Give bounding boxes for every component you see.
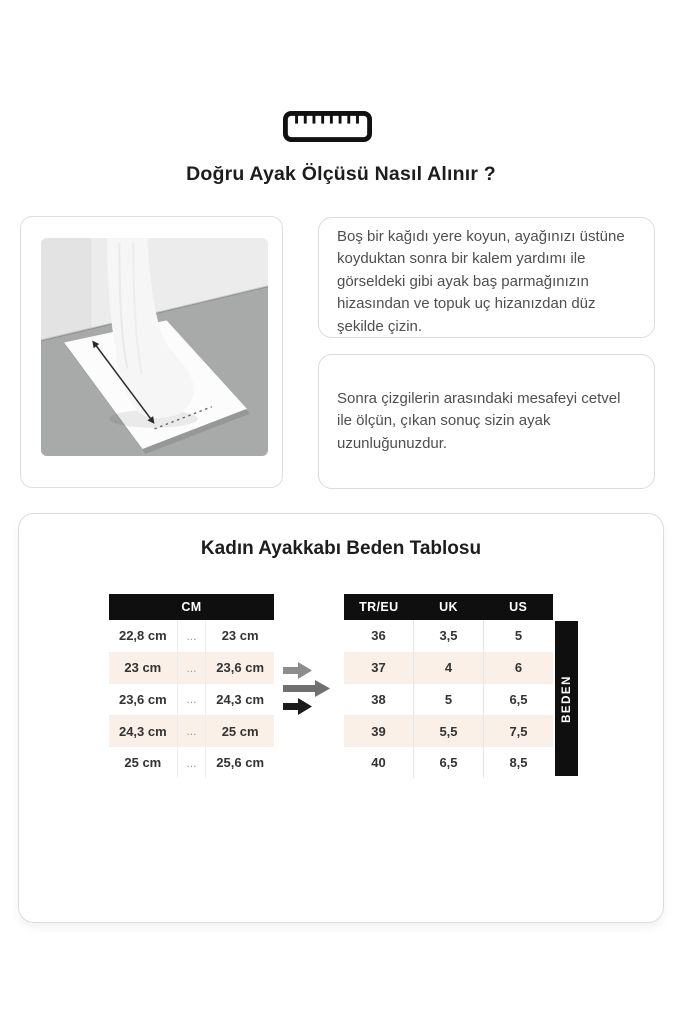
cm-to: 24,3 cm [216,691,264,707]
cm-from: 23 cm [124,660,162,676]
uk-cell: 5,5 [413,716,483,747]
conversion-arrows-icon [283,661,333,719]
table-row [109,652,274,684]
cm-from: 24,3 cm [118,723,167,739]
uk-cell: 3,5 [413,620,483,652]
instruction-step-1 [318,217,655,338]
cm-table-header: CM [109,594,274,620]
tr-eu-cell: 38 [371,691,386,707]
table-row [344,620,553,652]
table-row [344,652,553,684]
cm-table [109,594,274,778]
table-row [344,683,553,715]
cm-to: 25,6 cm [216,755,264,771]
instruction-step-1-text: Boş bir kağıdı yere koyun, ayağınızı üstüne koyduktan sonra bir kalem yardımı ile görseldeki gibi ayak baş parmağınızın hizasından ve topuk uç hizanızdan düz şekilde çizin. [337,228,625,335]
table-row [109,620,274,652]
tr-eu-cell: 37 [371,660,386,676]
beden-side-label-text: BEDEN [560,674,573,723]
cm-table-body [109,620,274,778]
size-table-header-row [344,594,553,620]
range-dots: ... [177,716,207,747]
cm-from: 23,6 cm [118,691,167,707]
tr-eu-cell: 36 [371,628,386,644]
uk-cell: 4 [413,653,483,684]
ruler-icon [283,111,372,142]
us-cell: 6,5 [483,684,553,715]
cm-to: 25 cm [221,723,259,739]
range-dots: ... [177,747,207,778]
size-table-body [344,620,553,778]
beden-side-label [555,621,578,776]
cm-to: 23 cm [221,628,259,644]
table-row [344,715,553,747]
tr-eu-cell: 40 [371,755,386,771]
instruction-step-2-text: Sonra çizgilerin arasındaki mesafeyi cetvel ile ölçün, çıkan sonuç sizin ayak uzunluğunuzdur. [337,389,621,452]
tr-eu-cell: 39 [371,723,386,739]
table-row [344,746,553,778]
uk-cell: 5 [413,684,483,715]
header-tr-eu: TR/EU [359,600,399,614]
range-dots: ... [177,684,207,715]
range-dots: ... [177,620,207,652]
cm-from: 25 cm [124,755,162,771]
header-us: US [509,600,528,614]
us-cell: 8,5 [483,747,553,778]
size-table-title: Kadın Ayakkabı Beden Tablosu [200,538,482,559]
range-dots: ... [177,653,207,684]
foot-measure-photo [41,238,268,456]
us-cell: 7,5 [483,716,553,747]
table-row [109,746,274,778]
size-conversion-table [344,594,553,778]
us-cell: 5 [483,620,553,652]
size-table-card [18,513,664,923]
uk-cell: 6,5 [413,747,483,778]
foot-measure-photo-card [20,216,283,488]
cm-from: 22,8 cm [118,628,167,644]
table-row [109,715,274,747]
table-row [109,683,274,715]
page-title: Doğru Ayak Ölçüsü Nasıl Alınır ? [186,163,496,185]
instruction-step-2 [318,354,655,489]
us-cell: 6 [483,653,553,684]
cm-to: 23,6 cm [216,660,264,676]
header-uk: UK [439,600,458,614]
